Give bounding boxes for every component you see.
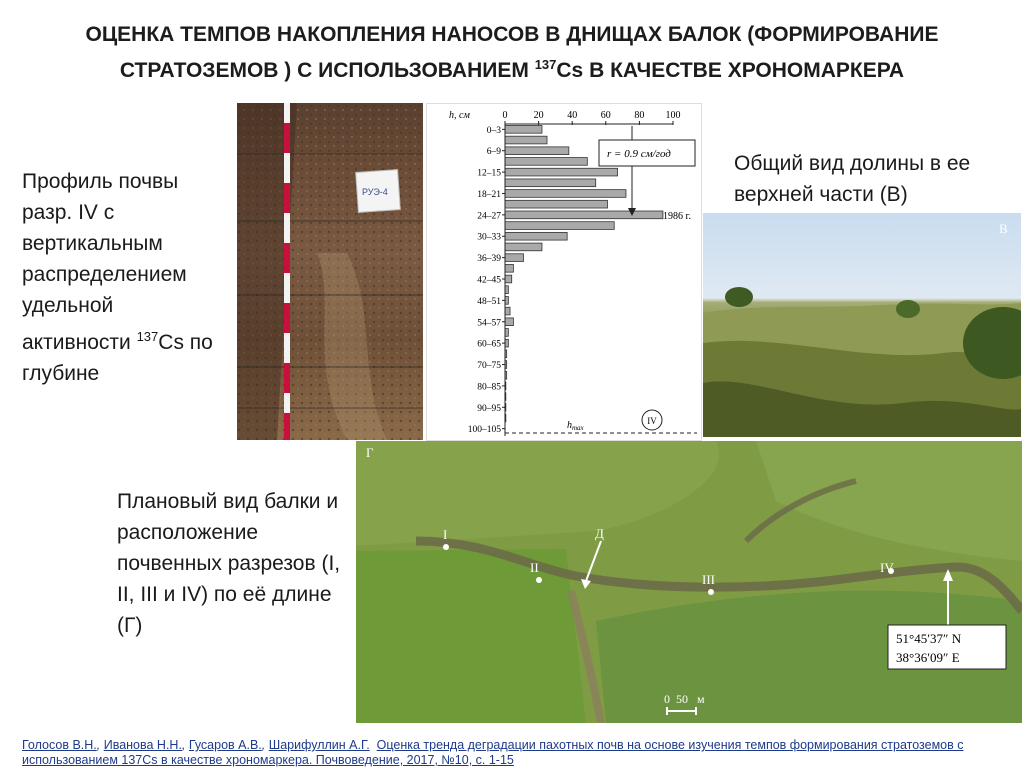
x-tick-label: 40	[567, 110, 578, 121]
histogram-bar	[505, 243, 542, 251]
y-tick-label: 60–65	[477, 339, 501, 350]
histogram-y-ticks	[468, 126, 505, 435]
hmax-label	[567, 420, 585, 432]
hmax-h: h	[567, 420, 572, 431]
histogram-bar	[505, 254, 523, 262]
caption-plan: Плановый вид балки и расположение почвенных разрезов (I, II, III и IV) по её длине (Г)	[117, 490, 341, 637]
ref-author-3[interactable]: Гусаров А.В.	[188, 738, 262, 752]
ref-sep-1: ,	[96, 738, 104, 752]
y-tick-label: 36–39	[477, 254, 501, 265]
valley-photo-label: В	[999, 221, 1008, 236]
y-tick-label: 30–33	[477, 232, 501, 243]
year-label: 1986 г.	[663, 211, 691, 222]
reference-citation	[22, 738, 1012, 768]
y-tick-label: 12–15	[477, 168, 501, 179]
histogram-bar	[505, 318, 513, 326]
histogram-axis-title: h, см	[449, 110, 470, 121]
site-III-label: III	[702, 572, 715, 587]
caption-profile-b: Cs по глубине	[22, 331, 213, 385]
soil-profile-drawing	[237, 103, 423, 440]
y-tick-label: 0–3	[486, 125, 501, 136]
ravine-plan-map	[356, 441, 1022, 723]
y-tick-label: 100–105	[467, 425, 501, 436]
x-tick-label: 100	[665, 110, 681, 121]
y-tick-label: 18–21	[477, 189, 501, 200]
soil-profile-photo	[237, 103, 423, 440]
title-line-1: ОЦЕНКА ТЕМПОВ НАКОПЛЕНИЯ НАНОСОВ В ДНИЩАХ БАЛОК (ФОРМИРОВАНИЕ	[85, 23, 939, 46]
scale-unit: м	[697, 692, 705, 706]
histogram-bar	[505, 329, 508, 337]
coord-n: 51°45′37″ N	[896, 631, 962, 646]
histogram-bar	[505, 275, 512, 283]
caption-profile-a: Профиль почвы разр. IV с вертикальным распределением удельной активности	[22, 170, 187, 354]
measuring-tape	[284, 103, 290, 440]
caption-valley: Общий вид долины в ее верхней части (В)	[734, 152, 971, 206]
histogram-bar	[505, 286, 508, 294]
sample-tag-text: РУЭ-4	[362, 187, 388, 197]
histogram-bar	[505, 136, 547, 144]
coord-e: 38°36′09″ E	[896, 650, 960, 665]
histogram-bar	[505, 264, 513, 272]
y-tick-label: 48–51	[477, 296, 501, 307]
histogram-bar	[505, 179, 596, 187]
slide-title	[20, 20, 1004, 86]
cs137-depth-histogram	[426, 103, 702, 441]
site-IV-label: IV	[880, 560, 894, 575]
ref-title-link[interactable]: Оценка тренда деградации пахотных почв на основе изучения темпов формирования стратоземов с использованием 137Cs в качестве хрономаркера. Почвоведение, 2017, №10, с. 1-15	[22, 738, 964, 767]
y-tick-label: 24–27	[477, 211, 501, 222]
valley-drawing	[703, 213, 1021, 437]
title-line-2	[20, 50, 1004, 86]
site-I-label: I	[443, 527, 448, 542]
caption-profile-sup: 137	[136, 329, 159, 344]
ref-author-4[interactable]: Шарифуллин А.Г.	[268, 738, 370, 752]
coordinates-box	[888, 625, 1006, 669]
hmax-sub: max	[572, 424, 584, 432]
histogram-svg	[427, 104, 701, 440]
histogram-bar	[505, 339, 508, 347]
x-tick-label: 20	[533, 110, 544, 121]
y-tick-label: 6–9	[486, 147, 501, 158]
sample-tag	[356, 170, 401, 213]
histogram-x-ticks	[503, 110, 681, 125]
y-tick-label: 70–75	[477, 361, 501, 372]
histogram-bar	[505, 158, 587, 166]
ref-author-1[interactable]: Голосов В.Н.	[22, 738, 97, 752]
plan-map-drawing	[356, 441, 1022, 723]
histogram-bar	[505, 190, 626, 198]
ref-sep-2: ,	[181, 738, 189, 752]
y-tick-label: 90–95	[477, 403, 501, 414]
x-tick-label: 60	[600, 110, 611, 121]
scale-zero: 0	[664, 692, 670, 706]
scale-value: 50	[676, 692, 688, 706]
site-II-label: II	[530, 560, 539, 575]
title-line-2-b: Cs В КАЧЕСТВЕ ХРОНОМАРКЕРА	[556, 59, 905, 82]
caption-profile	[22, 166, 222, 389]
valley-photo	[703, 213, 1021, 437]
y-tick-label: 54–57	[477, 318, 501, 329]
ref-author-2[interactable]: Иванова Н.Н.	[103, 738, 182, 752]
histogram-bar	[505, 232, 567, 240]
arrow-d-label: Д	[595, 526, 604, 541]
histogram-bar	[505, 200, 607, 208]
histogram-bar	[505, 222, 614, 230]
x-tick-label: 0	[502, 110, 508, 121]
section-label: IV	[647, 416, 657, 426]
title-superscript: 137	[534, 57, 557, 72]
rate-label: r = 0.9 см/год	[607, 148, 671, 160]
title-line-2-a: СТРАТОЗЕМОВ ) С ИСПОЛЬЗОВАНИЕМ	[119, 59, 535, 82]
y-tick-label: 42–45	[477, 275, 501, 286]
histogram-bars	[505, 126, 663, 422]
ref-sep-3: ,	[261, 738, 269, 752]
histogram-bar	[505, 307, 510, 315]
histogram-bar	[505, 168, 618, 176]
histogram-bar	[505, 147, 569, 155]
histogram-bar	[505, 297, 508, 305]
histogram-bar	[505, 211, 663, 219]
x-tick-label: 80	[634, 110, 645, 121]
plan-map-label: Г	[366, 445, 374, 460]
histogram-bar	[505, 126, 542, 134]
y-tick-label: 80–85	[477, 382, 501, 393]
site-IV	[880, 560, 894, 575]
